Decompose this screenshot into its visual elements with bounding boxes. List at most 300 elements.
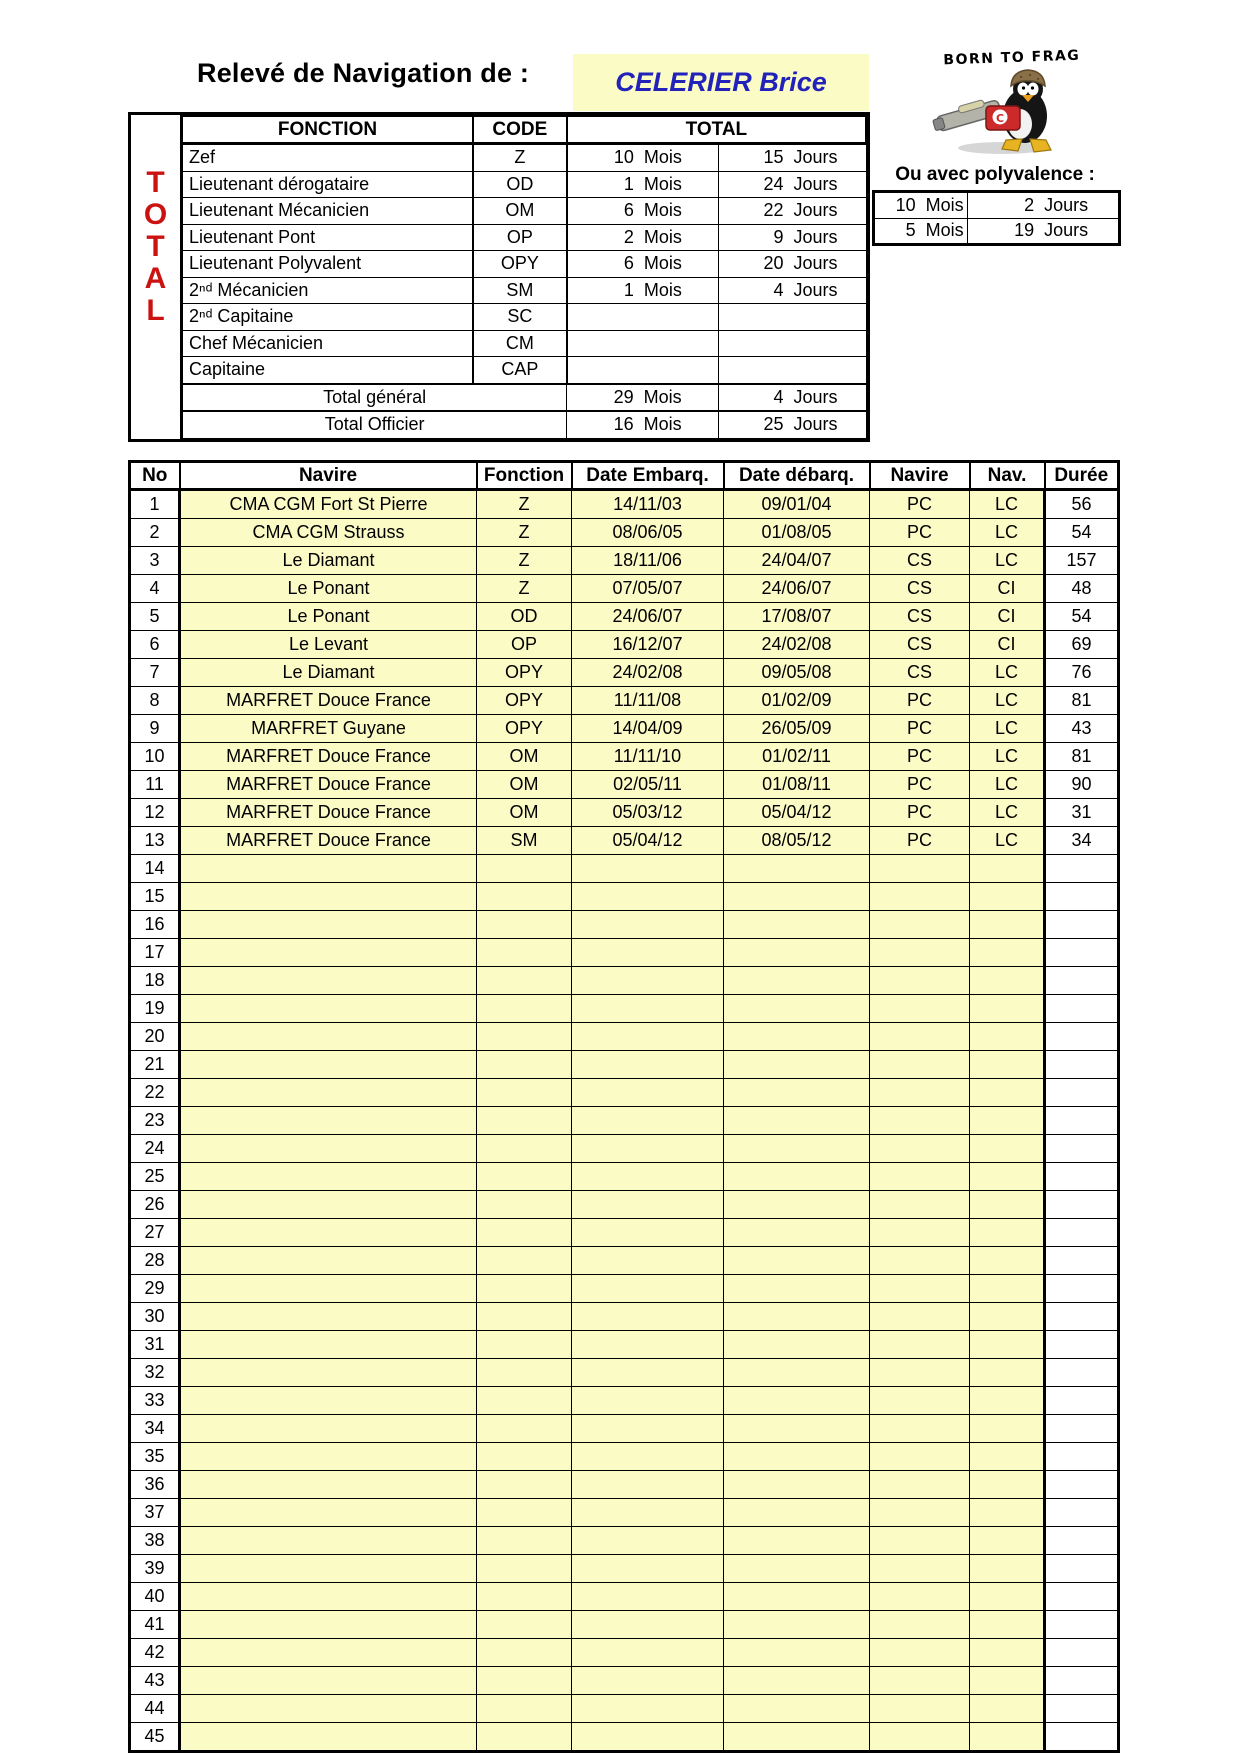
fonction-cell: 2ⁿᵈ Capitaine xyxy=(182,304,473,331)
navire-cell xyxy=(180,1191,477,1219)
total-letter: A xyxy=(144,262,167,295)
log-row xyxy=(130,1303,1119,1331)
date-debarq-cell xyxy=(724,1359,870,1387)
no-cell: 36 xyxy=(130,1471,180,1499)
date-debarq-cell xyxy=(724,911,870,939)
date-debarq-cell xyxy=(724,1275,870,1303)
navire-cell xyxy=(180,1555,477,1583)
nav-cell: LC xyxy=(970,547,1045,575)
navire-type-cell xyxy=(870,1471,970,1499)
log-row xyxy=(130,519,1119,547)
no-cell: 29 xyxy=(130,1275,180,1303)
navire-cell: Le Ponant xyxy=(180,575,477,603)
navire-type-cell xyxy=(870,939,970,967)
navire-cell xyxy=(180,1639,477,1667)
polyvalence-label: Ou avec polyvalence : xyxy=(895,164,1095,185)
fonction-cell xyxy=(477,1023,572,1051)
no-cell: 44 xyxy=(130,1695,180,1723)
navire-type-cell: CS xyxy=(870,575,970,603)
navire-type-cell xyxy=(870,1667,970,1695)
nav-cell: CI xyxy=(970,575,1045,603)
duree-cell xyxy=(1045,1079,1119,1107)
column-header: Navire xyxy=(870,462,970,490)
duration-value: 6 Mois xyxy=(623,253,682,274)
fonction-cell: OPY xyxy=(477,687,572,715)
summary-row xyxy=(182,144,867,172)
nav-cell xyxy=(970,967,1045,995)
date-debarq-cell: 09/05/08 xyxy=(724,659,870,687)
fonction-cell: OP xyxy=(477,631,572,659)
fonction-cell: Zef xyxy=(182,144,473,172)
date-debarq-cell xyxy=(724,1667,870,1695)
date-embarq-cell xyxy=(572,1471,724,1499)
date-debarq-cell xyxy=(724,1135,870,1163)
fonction-cell xyxy=(477,1079,572,1107)
navire-type-cell xyxy=(870,1107,970,1135)
fonction-cell xyxy=(477,855,572,883)
navire-cell xyxy=(180,911,477,939)
date-debarq-cell: 01/08/11 xyxy=(724,771,870,799)
duration-value: 6 Mois xyxy=(623,200,682,221)
nav-cell xyxy=(970,1499,1045,1527)
date-debarq-cell: 01/02/09 xyxy=(724,687,870,715)
duration-value: 15 Jours xyxy=(763,147,838,168)
log-row xyxy=(130,1695,1119,1723)
helmet-detail xyxy=(1020,76,1022,78)
date-debarq-cell xyxy=(724,1471,870,1499)
nav-cell xyxy=(970,1415,1045,1443)
total-vertical-label xyxy=(131,115,180,439)
date-embarq-cell xyxy=(572,1639,724,1667)
fonction-cell xyxy=(477,1331,572,1359)
date-debarq-cell: 05/04/12 xyxy=(724,799,870,827)
code-cell: OPY xyxy=(473,251,567,278)
navire-cell xyxy=(180,1415,477,1443)
navire-type-cell xyxy=(870,1219,970,1247)
duree-cell: 43 xyxy=(1045,715,1119,743)
navire-type-cell: PC xyxy=(870,490,970,519)
date-embarq-cell: 14/04/09 xyxy=(572,715,724,743)
navire-cell xyxy=(180,1079,477,1107)
duree-cell xyxy=(1045,1695,1119,1723)
log-row xyxy=(130,1051,1119,1079)
nav-cell: LC xyxy=(970,771,1045,799)
date-debarq-cell xyxy=(724,1611,870,1639)
log-row xyxy=(130,1275,1119,1303)
duree-cell: 56 xyxy=(1045,490,1119,519)
fonction-cell xyxy=(477,1471,572,1499)
date-debarq-cell xyxy=(724,883,870,911)
fonction-cell: OM xyxy=(477,743,572,771)
navire-type-cell: PC xyxy=(870,687,970,715)
date-embarq-cell xyxy=(572,883,724,911)
nav-cell xyxy=(970,1555,1045,1583)
no-cell: 10 xyxy=(130,743,180,771)
navire-type-cell xyxy=(870,1611,970,1639)
date-embarq-cell xyxy=(572,939,724,967)
fonction-cell: Lieutenant Polyvalent xyxy=(182,251,473,278)
nav-cell: LC xyxy=(970,715,1045,743)
date-embarq-cell xyxy=(572,1499,724,1527)
svg-text:C: C xyxy=(995,112,1005,125)
polyvalence-row xyxy=(874,192,1120,219)
total-letter: L xyxy=(146,294,165,327)
summary-row xyxy=(182,330,867,357)
date-embarq-cell: 18/11/06 xyxy=(572,547,724,575)
total-letter: T xyxy=(146,230,165,263)
no-cell: 31 xyxy=(130,1331,180,1359)
header-code: CODE xyxy=(473,116,567,144)
navire-type-cell: PC xyxy=(870,519,970,547)
log-row xyxy=(130,799,1119,827)
helmet-detail xyxy=(1029,74,1031,76)
navire-cell: CMA CGM Fort St Pierre xyxy=(180,490,477,519)
date-debarq-cell: 24/02/08 xyxy=(724,631,870,659)
date-embarq-cell xyxy=(572,1359,724,1387)
log-header-row xyxy=(130,462,1119,490)
navire-type-cell: CS xyxy=(870,631,970,659)
duree-cell xyxy=(1045,1107,1119,1135)
total-label-cell: Total général xyxy=(182,384,567,412)
duree-cell: 69 xyxy=(1045,631,1119,659)
nav-cell xyxy=(970,883,1045,911)
date-embarq-cell xyxy=(572,911,724,939)
navire-type-cell: CS xyxy=(870,603,970,631)
no-cell: 15 xyxy=(130,883,180,911)
polyvalence-row xyxy=(874,218,1120,245)
log-row xyxy=(130,771,1119,799)
nav-cell: CI xyxy=(970,631,1045,659)
duration-value: 22 Jours xyxy=(763,200,838,221)
duration-value: 24 Jours xyxy=(763,173,838,194)
date-debarq-cell xyxy=(724,1555,870,1583)
nav-cell: LC xyxy=(970,687,1045,715)
fonction-cell: OPY xyxy=(477,715,572,743)
date-embarq-cell xyxy=(572,1079,724,1107)
nav-cell xyxy=(970,855,1045,883)
navire-cell xyxy=(180,1443,477,1471)
date-debarq-cell xyxy=(724,1723,870,1752)
fonction-cell xyxy=(477,1639,572,1667)
fonction-cell: Capitaine xyxy=(182,357,473,384)
header-fonction: FONCTION xyxy=(182,116,473,144)
jours-cell xyxy=(718,198,866,225)
date-embarq-cell: 05/03/12 xyxy=(572,799,724,827)
navire-type-cell: PC xyxy=(870,771,970,799)
navire-cell xyxy=(180,1527,477,1555)
fonction-cell xyxy=(477,1135,572,1163)
duree-cell xyxy=(1045,1555,1119,1583)
date-debarq-cell: 24/04/07 xyxy=(724,547,870,575)
log-row xyxy=(130,1387,1119,1415)
navire-type-cell: PC xyxy=(870,743,970,771)
fonction-cell: OD xyxy=(477,603,572,631)
summary-row xyxy=(182,304,867,331)
mois-cell xyxy=(567,357,719,384)
navire-type-cell xyxy=(870,1443,970,1471)
column-header: Navire xyxy=(180,462,477,490)
navire-cell xyxy=(180,1135,477,1163)
date-debarq-cell xyxy=(724,1079,870,1107)
no-cell: 43 xyxy=(130,1667,180,1695)
fonction-cell xyxy=(477,1723,572,1752)
no-cell: 13 xyxy=(130,827,180,855)
log-row xyxy=(130,1247,1119,1275)
log-row xyxy=(130,1583,1119,1611)
duree-cell xyxy=(1045,1387,1119,1415)
total-label-cell: Total Officier xyxy=(182,411,567,438)
date-debarq-cell: 26/05/09 xyxy=(724,715,870,743)
duree-cell xyxy=(1045,1667,1119,1695)
navire-type-cell xyxy=(870,1695,970,1723)
summary-row xyxy=(182,251,867,278)
date-debarq-cell xyxy=(724,1695,870,1723)
no-cell: 42 xyxy=(130,1639,180,1667)
date-embarq-cell xyxy=(572,1247,724,1275)
no-cell: 22 xyxy=(130,1079,180,1107)
gun-body xyxy=(986,106,1020,130)
navire-cell xyxy=(180,967,477,995)
log-row xyxy=(130,659,1119,687)
fonction-cell xyxy=(477,1527,572,1555)
navire-type-cell xyxy=(870,1555,970,1583)
date-embarq-cell xyxy=(572,1583,724,1611)
column-header: Nav. xyxy=(970,462,1045,490)
navire-cell xyxy=(180,1331,477,1359)
date-embarq-cell xyxy=(572,1527,724,1555)
jours-cell xyxy=(718,251,866,278)
date-debarq-cell: 09/01/04 xyxy=(724,490,870,519)
duree-cell: 54 xyxy=(1045,603,1119,631)
no-cell: 16 xyxy=(130,911,180,939)
log-row xyxy=(130,1359,1119,1387)
summary-total-row xyxy=(182,411,867,438)
navire-type-cell xyxy=(870,1639,970,1667)
log-row xyxy=(130,547,1119,575)
date-embarq-cell: 11/11/08 xyxy=(572,687,724,715)
date-debarq-cell xyxy=(724,1499,870,1527)
mois-cell xyxy=(567,251,719,278)
log-row xyxy=(130,1107,1119,1135)
no-cell: 1 xyxy=(130,490,180,519)
navire-type-cell xyxy=(870,1303,970,1331)
log-row xyxy=(130,715,1119,743)
nav-cell: LC xyxy=(970,799,1045,827)
code-cell: CM xyxy=(473,330,567,357)
duration-value: 10 Mois xyxy=(613,147,682,168)
log-row xyxy=(130,939,1119,967)
duree-cell: 48 xyxy=(1045,575,1119,603)
log-row xyxy=(130,995,1119,1023)
duration-value: 19 Jours xyxy=(1014,220,1089,241)
log-row xyxy=(130,855,1119,883)
navire-cell: Le Diamant xyxy=(180,547,477,575)
log-row xyxy=(130,1555,1119,1583)
summary-row xyxy=(182,357,867,384)
date-debarq-cell xyxy=(724,1051,870,1079)
mois-cell xyxy=(874,218,968,245)
column-header: No xyxy=(130,462,180,490)
navire-type-cell xyxy=(870,1163,970,1191)
navire-type-cell xyxy=(870,967,970,995)
no-cell: 19 xyxy=(130,995,180,1023)
nav-cell xyxy=(970,995,1045,1023)
no-cell: 9 xyxy=(130,715,180,743)
nav-cell xyxy=(970,1723,1045,1752)
penguin-eye xyxy=(1022,86,1025,89)
no-cell: 12 xyxy=(130,799,180,827)
duree-cell xyxy=(1045,1583,1119,1611)
duree-cell xyxy=(1045,1163,1119,1191)
duration-value: 9 Jours xyxy=(773,226,838,247)
no-cell: 18 xyxy=(130,967,180,995)
fonction-cell: Lieutenant dérogataire xyxy=(182,171,473,198)
no-cell: 23 xyxy=(130,1107,180,1135)
header-total: TOTAL xyxy=(567,116,866,144)
mois-cell xyxy=(567,411,719,438)
nav-cell xyxy=(970,1303,1045,1331)
log-row xyxy=(130,967,1119,995)
mois-cell xyxy=(567,384,719,412)
jours-cell xyxy=(718,384,866,412)
duration-value: 5 Mois xyxy=(905,220,964,241)
no-cell: 40 xyxy=(130,1583,180,1611)
fonction-cell xyxy=(477,1443,572,1471)
code-cell: SM xyxy=(473,277,567,304)
fonction-cell xyxy=(477,1695,572,1723)
navire-cell xyxy=(180,1387,477,1415)
mois-cell xyxy=(567,171,719,198)
log-row xyxy=(130,1079,1119,1107)
nav-cell xyxy=(970,1023,1045,1051)
column-header: Date débarq. xyxy=(724,462,870,490)
navire-cell xyxy=(180,939,477,967)
fonction-cell xyxy=(477,967,572,995)
duree-cell xyxy=(1045,939,1119,967)
nav-cell xyxy=(970,1583,1045,1611)
nav-cell xyxy=(970,1219,1045,1247)
date-embarq-cell xyxy=(572,1331,724,1359)
nav-cell: LC xyxy=(970,490,1045,519)
duration-value: 2 Mois xyxy=(623,226,682,247)
no-cell: 28 xyxy=(130,1247,180,1275)
no-cell: 33 xyxy=(130,1387,180,1415)
nav-cell xyxy=(970,1611,1045,1639)
duree-cell xyxy=(1045,1191,1119,1219)
date-debarq-cell xyxy=(724,967,870,995)
summary-row xyxy=(182,171,867,198)
total-letter: O xyxy=(143,198,168,231)
date-embarq-cell xyxy=(572,1555,724,1583)
jours-cell xyxy=(718,330,866,357)
date-embarq-cell xyxy=(572,1387,724,1415)
navire-cell xyxy=(180,883,477,911)
navire-type-cell xyxy=(870,1359,970,1387)
fonction-cell: Lieutenant Pont xyxy=(182,224,473,251)
sailor-name-box xyxy=(573,54,869,111)
fonction-cell xyxy=(477,1583,572,1611)
navire-cell: Le Diamant xyxy=(180,659,477,687)
date-debarq-cell xyxy=(724,1415,870,1443)
duree-cell: 81 xyxy=(1045,687,1119,715)
summary-header-row xyxy=(182,116,867,144)
summary-table-block xyxy=(128,112,870,442)
log-row xyxy=(130,911,1119,939)
duree-cell xyxy=(1045,1471,1119,1499)
duration-value: 10 Mois xyxy=(895,194,964,215)
navire-cell xyxy=(180,1219,477,1247)
navire-type-cell: PC xyxy=(870,799,970,827)
duree-cell xyxy=(1045,1443,1119,1471)
fonction-cell xyxy=(477,1499,572,1527)
navire-cell: MARFRET Douce France xyxy=(180,687,477,715)
date-debarq-cell xyxy=(724,1303,870,1331)
navire-type-cell: PC xyxy=(870,827,970,855)
fonction-cell: Z xyxy=(477,519,572,547)
date-embarq-cell xyxy=(572,1219,724,1247)
no-cell: 4 xyxy=(130,575,180,603)
navire-cell xyxy=(180,1051,477,1079)
navire-type-cell xyxy=(870,1051,970,1079)
nav-cell xyxy=(970,1667,1045,1695)
nav-cell xyxy=(970,1471,1045,1499)
duration-value: 25 Jours xyxy=(763,414,838,435)
page-title: Relevé de Navigation de : xyxy=(197,58,530,88)
penguin-foot xyxy=(1030,139,1051,152)
fonction-cell xyxy=(477,1555,572,1583)
navire-type-cell xyxy=(870,1247,970,1275)
duree-cell xyxy=(1045,1135,1119,1163)
log-row xyxy=(130,1135,1119,1163)
log-row xyxy=(130,1023,1119,1051)
navigation-log-table xyxy=(128,460,1120,1753)
log-row xyxy=(130,1723,1119,1752)
fonction-cell: OPY xyxy=(477,659,572,687)
navire-type-cell xyxy=(870,1275,970,1303)
navire-type-cell: CS xyxy=(870,547,970,575)
no-cell: 45 xyxy=(130,1723,180,1752)
navire-type-cell: PC xyxy=(870,715,970,743)
navire-type-cell xyxy=(870,1079,970,1107)
duree-cell: 157 xyxy=(1045,547,1119,575)
duree-cell xyxy=(1045,1303,1119,1331)
navire-cell xyxy=(180,1303,477,1331)
fonction-cell: Chef Mécanicien xyxy=(182,330,473,357)
log-row xyxy=(130,1191,1119,1219)
navire-cell xyxy=(180,1163,477,1191)
navire-cell xyxy=(180,1723,477,1752)
no-cell: 26 xyxy=(130,1191,180,1219)
navire-type-cell: CS xyxy=(870,659,970,687)
duree-cell xyxy=(1045,1723,1119,1752)
log-row xyxy=(130,687,1119,715)
date-debarq-cell xyxy=(724,1107,870,1135)
fonction-cell: Z xyxy=(477,575,572,603)
fonction-cell: 2ⁿᵈ Mécanicien xyxy=(182,277,473,304)
log-row xyxy=(130,1499,1119,1527)
polyvalence-table xyxy=(872,190,1121,246)
no-cell: 14 xyxy=(130,855,180,883)
nav-cell xyxy=(970,1107,1045,1135)
navire-type-cell xyxy=(870,1499,970,1527)
mois-cell xyxy=(567,277,719,304)
nav-cell: LC xyxy=(970,827,1045,855)
date-debarq-cell xyxy=(724,855,870,883)
born-to-frag-image xyxy=(930,44,1095,162)
no-cell: 32 xyxy=(130,1359,180,1387)
duree-cell xyxy=(1045,1051,1119,1079)
fonction-cell xyxy=(477,1359,572,1387)
